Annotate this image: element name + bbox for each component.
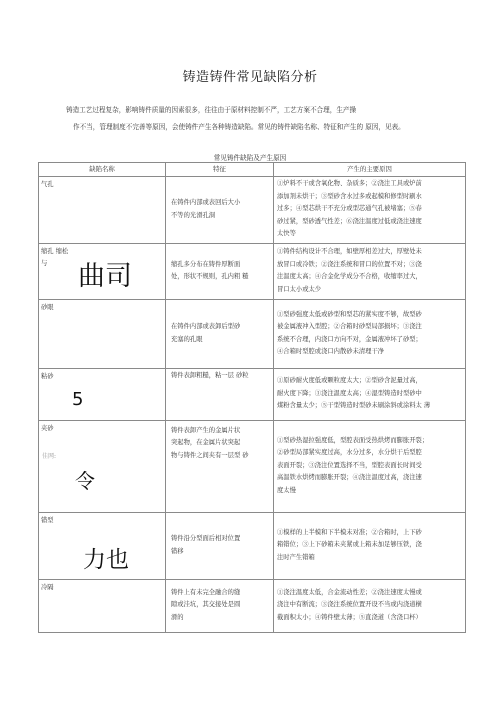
cause-line: 度太慢	[277, 486, 296, 494]
feature-cell	[166, 176, 274, 243]
defect-name: 夹砂	[41, 424, 54, 432]
header-feature: 特征	[166, 163, 274, 177]
intro-paragraph	[66, 102, 446, 136]
cause-line: 截面积太小；④铸件壁太薄；⑤直浇道（含浇口杯）	[277, 613, 422, 621]
feature-cell	[166, 368, 274, 420]
cause-line: ①铸件结构设计不合理，如壁厚相差过大，厚壁处未	[277, 248, 422, 255]
cause-line: ④合箱时型腔或浇口内散砂未清理干净	[277, 348, 385, 355]
feature-line: 在铸件内部或表卸后型砂	[171, 323, 241, 330]
defect-name-cell	[39, 243, 166, 299]
feature-line: 错移	[171, 547, 184, 555]
intro-line-1: 铸造工艺过程复杂，影响铸件质量的因素很多，往往由于原材料控制不严，工艺方案不合理，生产操	[66, 106, 357, 114]
cause-line: 被金属液冲入型腔；②合箱时砂型局部损坏；③浇注	[277, 323, 422, 330]
watermark-glyph: 曲司	[78, 260, 132, 292]
feature-line: 缩孔多分布在铸件厚断面	[171, 260, 241, 268]
header-causes: 产生的主要原因	[274, 163, 466, 177]
defect-name-cell	[39, 512, 166, 579]
cause-line: ①原砂耐火度低或颗粒度太大；②型砂含泥量过高，	[277, 377, 422, 385]
defect-name-cell	[39, 299, 166, 368]
causes-cell	[274, 420, 466, 512]
cause-line: ①模样的上半模和下半模未对准；②合箱时，上下砂	[277, 528, 422, 536]
defect-name: 缩孔 缩松	[41, 247, 69, 255]
intro-line-2: 作不当，管理制度不完善等原因，会使铸件产生各种铸造缺陷。常见的铸件缺陷名称、特征和产生的 原因，见表。	[73, 123, 405, 131]
cause-line: ①浇注温度太低，合金流动性差；②浇注速度太慢或	[277, 588, 422, 596]
cause-line: ①炉料不干或含氧化物、杂质多；②浇注工具或炉前	[277, 180, 422, 188]
watermark-glyph: 力也	[83, 546, 129, 573]
cause-line: 浇注中有断流；③浇注系统位置开设不当或内浇道横	[277, 601, 422, 609]
feature-line: 物与铸件之间夹有一层型 砂	[171, 451, 249, 459]
cause-line: ①型砂热湿拉强度低，型腔表面受热烘烤而膨胀开裂；	[277, 436, 429, 444]
causes-cell	[274, 243, 466, 299]
cause-line: 煤粉含量太少；⑤干型铸造时型砂未刷涂斜或涂料太 薄	[277, 402, 431, 410]
defects-table	[38, 162, 466, 633]
table-row	[39, 243, 466, 299]
table-row	[39, 420, 466, 512]
cause-line: 砂过紧，型砂透气性差；⑥浇注温度过低或浇注速度	[277, 217, 422, 225]
watermark-text: 佳网:	[42, 452, 57, 460]
causes-cell	[274, 512, 466, 579]
cause-line: 冒口太小或太少	[277, 285, 322, 293]
feature-line: 在铸件内部或表回后大小	[171, 199, 241, 206]
feature-line: 隙或洼坑，其交接处是圆	[171, 601, 241, 609]
feature-cell	[166, 420, 274, 512]
table-row	[39, 512, 466, 579]
causes-cell	[274, 176, 466, 243]
feature-line: 滑的	[171, 613, 184, 621]
feature-line: 充塞的孔眼	[171, 335, 203, 343]
table-row	[39, 579, 466, 632]
defect-name-cell	[39, 176, 166, 243]
cause-line: 耐火度下降；③浇注温度太高；④湿型铸造时型砂中	[277, 389, 422, 397]
table-row	[39, 299, 466, 368]
header-defect-name: 缺陷名称	[39, 163, 166, 177]
cause-line: 系统不合理，内浇口方向不对，金属液冲坏了砂型；	[277, 335, 422, 343]
causes-cell	[274, 299, 466, 368]
table-caption: 常见铸件缺陷及产生原因	[213, 154, 287, 162]
cause-line: 放冒口或冷铁；②浇注系统和冒口的位置不对；③浇	[277, 260, 422, 268]
feature-line: 处，形状不规则，孔内粗 糙	[171, 273, 249, 280]
defect-name: 粘砂	[41, 372, 54, 380]
feature-line: 突起物，在金属片状突起	[171, 439, 241, 446]
defect-name-extra: 与	[41, 260, 48, 267]
causes-cell	[274, 368, 466, 420]
cause-line: 添加剂未烘干；③型砂含水过多或起模和修型时刷水	[277, 192, 422, 200]
feature-line: 不等的光滑孔洞	[171, 211, 216, 219]
defect-name-cell	[39, 579, 166, 632]
defect-name: 砂眼	[41, 303, 54, 311]
table-header-row	[39, 163, 466, 177]
feature-line: 铸件上有未完全融合的缝	[171, 588, 241, 596]
defect-name-cell	[39, 420, 166, 512]
defect-name: 错型	[41, 516, 54, 524]
cause-line: ①型砂强度太低或砂型和型芯的紧实度不够，故型砂	[277, 310, 422, 318]
defect-name: 气孔	[41, 180, 54, 188]
table-row	[39, 368, 466, 420]
feature-cell	[166, 299, 274, 368]
feature-line: 铸件表卸粗糙，粘一层 砂粒	[171, 371, 249, 379]
cause-line: 太快等	[277, 230, 296, 238]
cause-line: 表面开裂；③浇注位置选择不当，型腔表面长时间受	[277, 461, 422, 469]
table-row	[39, 176, 466, 243]
feature-cell	[166, 243, 274, 299]
feature-cell	[166, 512, 274, 579]
cause-line: 注温度太高；④合金化学成分不合格，收缩率过大，	[277, 273, 422, 280]
watermark-glyph: 令	[75, 468, 95, 493]
cause-line: 高温铁水烘烤而膨胀开裂；④浇注温度过高，浇注速	[277, 474, 422, 482]
cause-line: 箱错位；③上下砂箱未夹紧或上箱未加足够压铁，浇	[277, 541, 422, 549]
feature-line: 铸件沿分型面后相对位置	[171, 535, 241, 542]
defect-name-cell	[39, 368, 166, 420]
watermark-glyph: 5	[72, 388, 84, 410]
causes-cell	[274, 579, 466, 632]
cause-line: ②砂型局部紧实度过高，水分过多，水分烘干后型腔	[277, 449, 422, 457]
cause-line: 过多；④型芯烘干不充分或型芯通气孔被堵塞；⑤春	[277, 205, 422, 213]
page-title: 铸造铸件常见缺陷分析	[182, 70, 318, 85]
defect-name: 冷隔	[41, 583, 54, 591]
cause-line: 注时产生错箱	[277, 553, 315, 561]
feature-cell	[166, 579, 274, 632]
feature-line: 铸件表卸产生的金属片状	[171, 426, 241, 434]
